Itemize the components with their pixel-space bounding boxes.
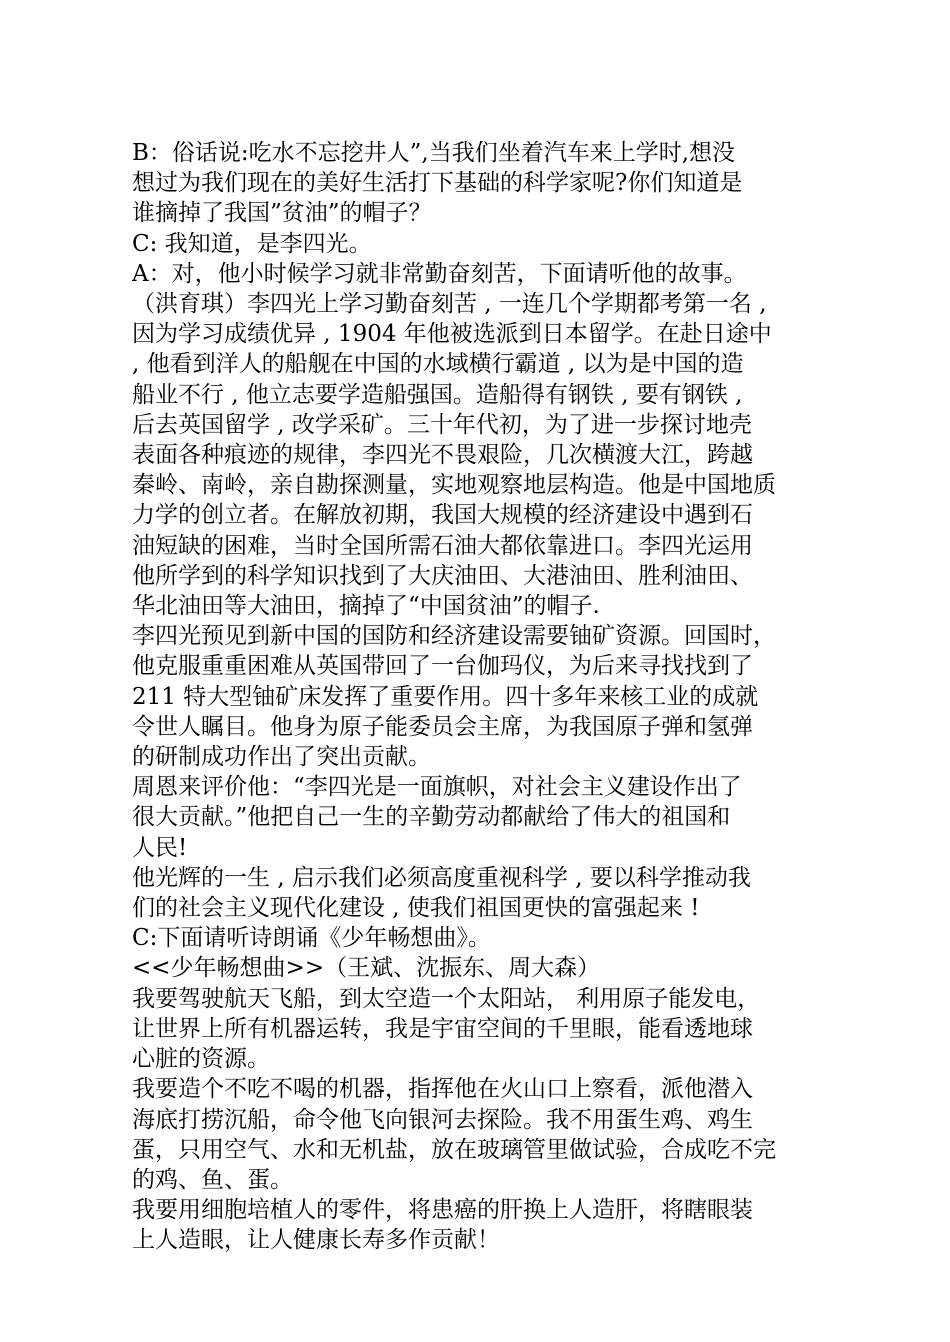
text-line: 人民! <box>132 834 188 861</box>
text-line: 华北油田等大油田，摘掉了“中国贫油”的帽子. <box>132 593 600 620</box>
text-line: B：俗话说:吃水不忘挖井人”,当我们坐着汽车来上学时,想没 <box>132 140 736 166</box>
document-body <box>132 138 822 1256</box>
text-line: 他克服重重困难从英国带回了一台伽玛仪，为后来寻找找到了 <box>132 653 753 680</box>
text-line: 谁摘掉了我国”贫油”的帽子？ <box>132 200 432 227</box>
text-line: 让世界上所有机器运转，我是宇宙空间的千里眼，能看透地球 <box>132 1015 753 1042</box>
text-line: 的研制成功作出了突出贡献。 <box>132 744 431 771</box>
text-line: 因为学习成绩优异 , 1904 年他被选派到日本留学。在赴日途中 <box>132 321 772 348</box>
text-line: 心脏的资源。 <box>132 1046 270 1073</box>
text-line: 蛋，只用空气、水和无机盐，放在玻璃管里做试验，合成吃不完 <box>132 1136 776 1163</box>
text-line: 船业不行 , 他立志要学造船强国。造船得有钢铁 , 要有钢铁 , <box>132 381 743 408</box>
text-line: 211 特大型铀矿床发挥了重要作用。四十多年来核工业的成就 <box>132 683 759 710</box>
text-line: 很大贡献。”他把自己一生的辛勤劳动都献给了伟大的祖国和 <box>132 804 731 831</box>
text-line: 后去英国留学 , 改学采矿。三十年代初，为了进一步探讨地壳 <box>132 411 752 438</box>
text-line: 李四光预见到新中国的国防和经济建设需要铀矿资源。回国时， <box>132 623 776 650</box>
text-line: 的鸡、鱼、蛋。 <box>132 1166 293 1193</box>
text-line: <<少年畅想曲>>（王斌、沈振东、周大森） <box>132 955 601 982</box>
text-line: 上人造眼，让人健康长寿多作贡献！ <box>132 1227 500 1254</box>
text-line: 他所学到的科学知识找到了大庆油田、大港油田、胜利油田、 <box>132 562 753 589</box>
text-line: , 他看到洋人的船舰在中国的水域横行霸道 , 以为是中国的造 <box>132 351 744 378</box>
text-line: 秦岭、南岭，亲自勘探测量，实地观察地层构造。他是中国地质 <box>132 472 776 499</box>
text-line: 周恩来评价他：“李四光是一面旗帜，对社会主义建设作出了 <box>132 774 742 801</box>
text-line: A：对，他小时候学习就非常勤奋刻苦，下面请听他的故事。 <box>132 260 747 287</box>
text-line: （洪育琪）李四光上学习勤奋刻苦 , 一连几个学期都考第一名 , <box>132 291 767 318</box>
text-line: 表面各种痕迹的规律，李四光不畏艰险，几次横渡大江，跨越 <box>132 442 753 469</box>
text-line: 我要驾驶航天飞船，到太空造一个太阳站， 利用原子能发电， <box>132 985 761 1012</box>
text-line: 油短缺的困难，当时全国所需石油大都依靠进口。李四光运用 <box>132 532 753 559</box>
text-line: 我要用细胞培植人的零件，将患癌的肝换上人造肝，将瞎眼装 <box>132 1197 753 1224</box>
text-line: 们的社会主义现代化建设 , 使我们祖国更快的富强起来 ! <box>132 895 700 922</box>
text-line: 想过为我们现在的美好生活打下基础的科学家呢?你们知道是 <box>132 170 743 197</box>
text-line: 他光辉的一生 , 启示我们必须高度重视科学 , 要以科学推动我 <box>132 864 751 891</box>
text-line: C:下面请听诗朗诵《少年畅想曲》。 <box>132 925 491 952</box>
text-line: 令世人瞩目。他身为原子能委员会主席，为我国原子弹和氢弹 <box>132 713 753 740</box>
text-line: 我要造个不吃不喝的机器，指挥他在火山口上察看，派他潜入 <box>132 1076 753 1103</box>
text-line: C: 我知道，是李四光。 <box>132 230 372 257</box>
text-line: 力学的创立者。在解放初期，我国大规模的经济建设中遇到石 <box>132 502 753 529</box>
text-line: 海底打捞沉船，命令他飞向银河去探险。我不用蛋生鸡、鸡生 <box>132 1106 753 1133</box>
